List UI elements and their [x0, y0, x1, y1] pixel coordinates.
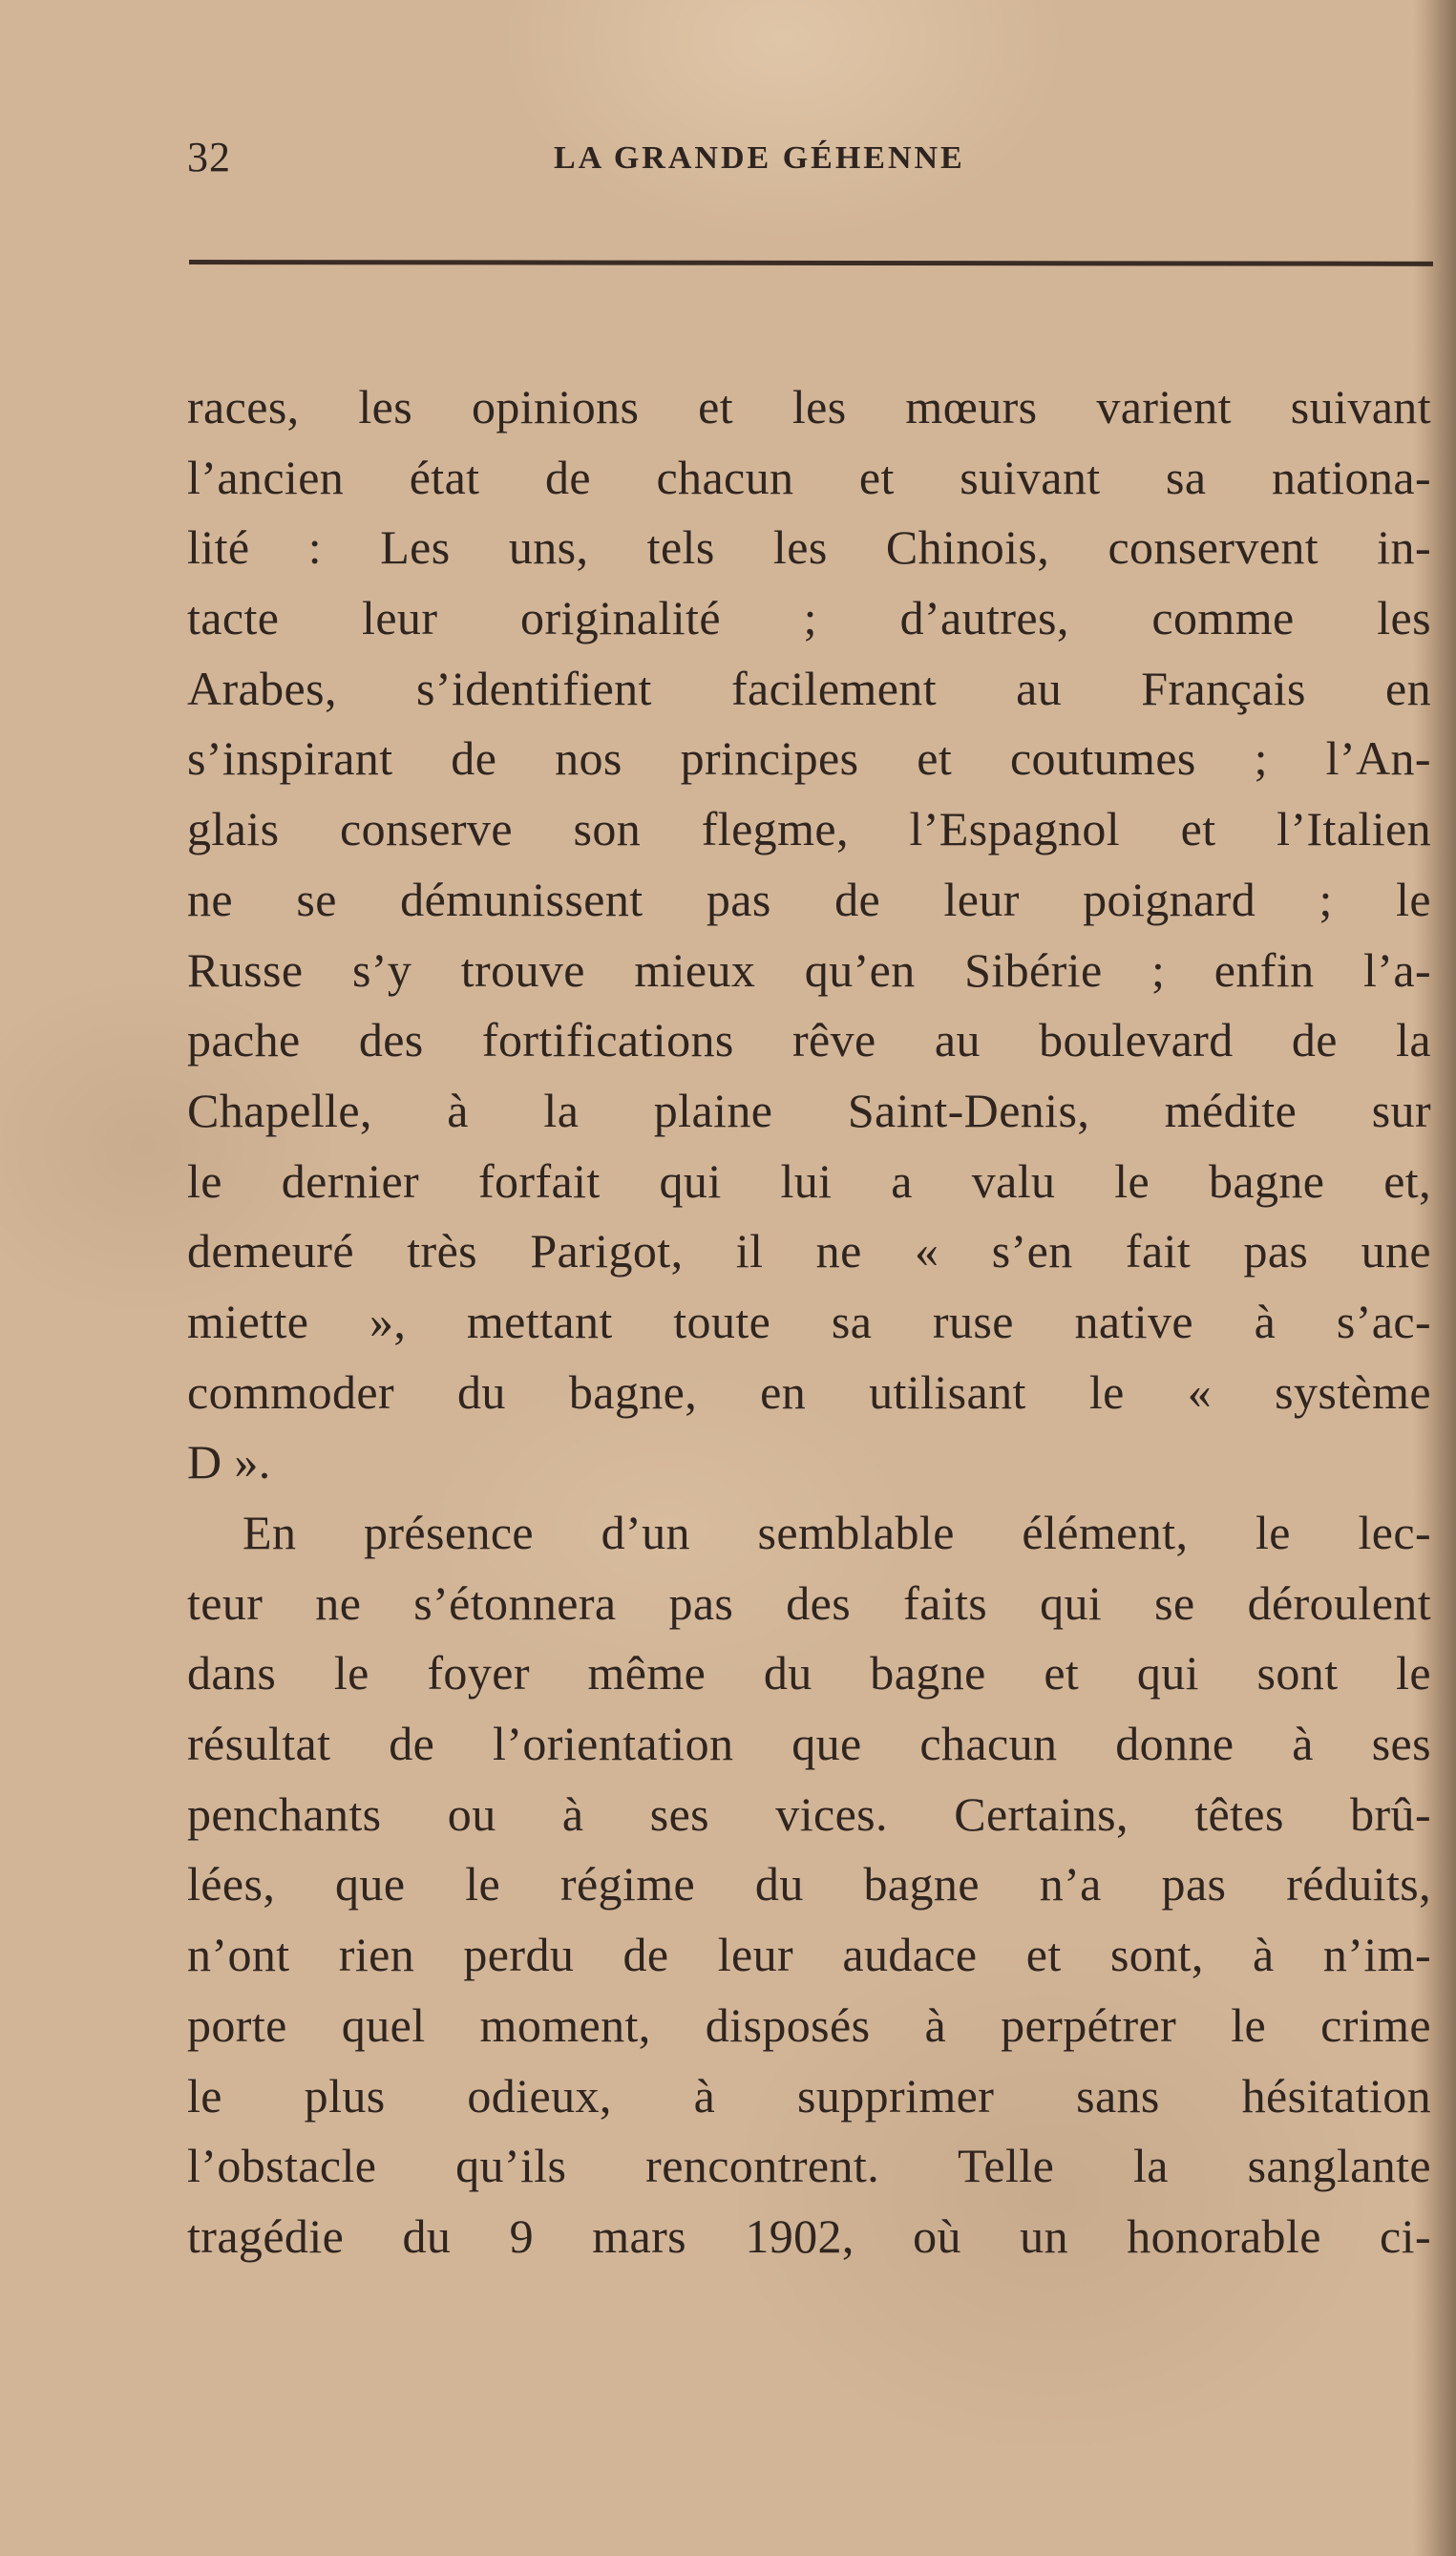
text-line: demeuré très Parigot, il ne « s’en fait pas une [187, 1224, 1431, 1278]
text-line: Chapelle, à la plaine Saint-Denis, médite sur [187, 1083, 1431, 1137]
page-number: 32 [187, 134, 231, 180]
text-line: glais conserve son flegme, l’Espagnol et l’Italien [187, 802, 1431, 856]
text-line: lées, que le régime du bagne n’a pas réduits, [187, 1857, 1431, 1912]
text-line: l’obstacle qu’ils rencontrent. Telle la sanglante [187, 2139, 1431, 2193]
paragraph-end-line: D ». [187, 1435, 271, 1489]
text-line: Arabes, s’identifient facilement au Français en [187, 661, 1431, 715]
text-line: n’ont rien perdu de leur audace et sont, à n’im- [187, 1928, 1431, 1982]
text-line: l’ancien état de chacun et suivant sa nationa- [187, 450, 1431, 504]
text-line: penchants ou à ses vices. Certains, têtes brû- [187, 1786, 1431, 1841]
text-line: tacte leur originalité ; d’autres, comme les [187, 591, 1431, 645]
text-line: lité : Les uns, tels les Chinois, conservent in- [187, 520, 1431, 575]
text-line: pache des fortifications rêve au boulevard de la [187, 1013, 1431, 1067]
paragraph-first-line: En présence d’un semblable élément, le lec- [243, 1506, 1431, 1559]
text-line: miette », mettant toute sa ruse native à s’ac- [187, 1294, 1431, 1348]
text-line: résultat de l’orientation que chacun donne à ses [187, 1717, 1431, 1771]
running-title: LA GRANDE GÉHENNE [554, 140, 965, 176]
body-text [187, 372, 1431, 2272]
text-line: commoder du bagne, en utilisant le « système [187, 1364, 1431, 1419]
text-line: porte quel moment, disposés à perpétrer le crime [187, 1997, 1431, 2052]
text-line: races, les opinions et les mœurs varient suivant [187, 380, 1431, 433]
header-rule [189, 260, 1433, 266]
text-line: tragédie du 9 mars 1902, où un honorable ci- [187, 2208, 1431, 2263]
text-line: le dernier forfait qui lui a valu le bagne et, [187, 1153, 1431, 1208]
text-line: s’inspirant de nos principes et coutumes ; l’An- [187, 731, 1431, 786]
running-head [187, 134, 1438, 191]
text-line: dans le foyer même du bagne et qui sont le [187, 1646, 1431, 1700]
text-line: ne se démunissent pas de leur poignard ; le [187, 872, 1431, 926]
text-line: Russe s’y trouve mieux qu’en Sibérie ; enfin l’a- [187, 942, 1431, 997]
text-line: le plus odieux, à supprimer sans hésitation [187, 2068, 1431, 2123]
text-line: teur ne s’étonnera pas des faits qui se déroulent [187, 1575, 1431, 1630]
